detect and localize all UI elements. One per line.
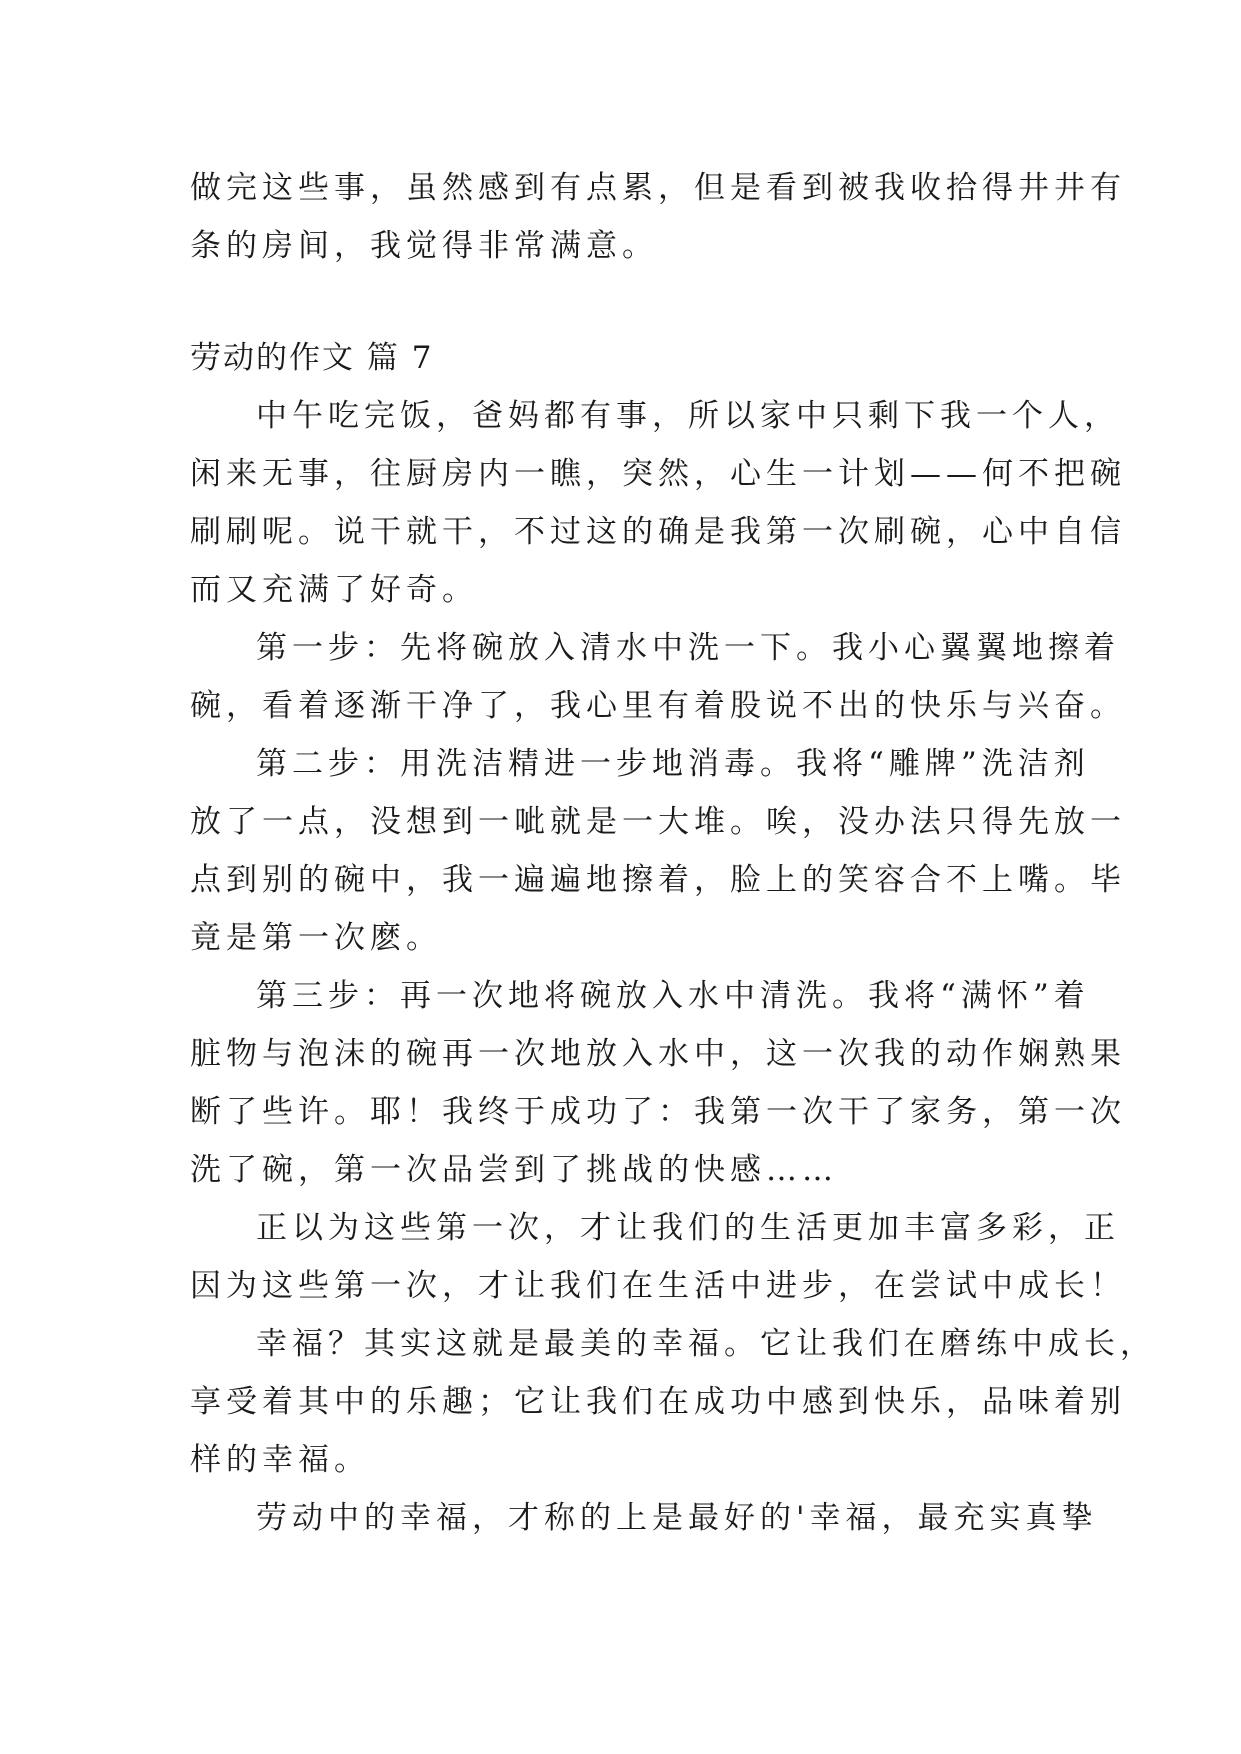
text-line: 断了些许。耶！我终于成功了：我第一次干了家务，第一次 [190,1094,1126,1130]
text-line: 中午吃完饭，爸妈都有事，所以家中只剩下我一个人， [256,398,1120,434]
text-line: 点到别的碗中，我一遍遍地擦着，脸上的笑容合不上嘴。毕 [190,862,1126,898]
text-line: 做完这些事，虽然感到有点累，但是看到被我收拾得井井有 [190,170,1126,206]
text-line: 闲来无事，往厨房内一瞧，突然，心生一计划——何不把碗 [190,456,1126,492]
text-line: 刷刷呢。说干就干，不过这的确是我第一次刷碗，心中自信 [190,514,1126,550]
text-line: 脏物与泡沫的碗再一次地放入水中，这一次我的动作娴熟果 [190,1036,1126,1072]
text-line: 第一步：先将碗放入清水中洗一下。我小心翼翼地擦着 [256,630,1120,666]
text-line: 洗了碗，第一次品尝到了挑战的快感…… [190,1152,838,1188]
text-line: 因为这些第一次，才让我们在生活中进步，在尝试中成长！ [190,1268,1126,1304]
text-line: 第二步：用洗洁精进一步地消毒。我将“雕牌”洗洁剂 [256,746,1090,782]
text-line: 享受着其中的乐趣；它让我们在成功中感到快乐，品味着别 [190,1384,1126,1420]
section-heading: 劳动的作文 篇 7 [190,340,434,376]
text-line: 劳动中的幸福，才称的上是最好的'幸福，最充实真挚 [256,1500,1098,1536]
text-line: 放了一点，没想到一呲就是一大堆。唉，没办法只得先放一 [190,804,1126,840]
text-line: 条的房间，我觉得非常满意。 [190,228,658,264]
text-line: 竟是第一次麽。 [190,920,442,956]
text-line: 样的幸福。 [190,1442,370,1478]
text-line: 正以为这些第一次，才让我们的生活更加丰富多彩，正 [256,1210,1120,1246]
text-line: 碗，看着逐渐干净了，我心里有着股说不出的快乐与兴奋。 [190,688,1126,724]
text-line: 幸福？其实这就是最美的幸福。它让我们在磨练中成长， [256,1326,1156,1362]
text-line: 而又充满了好奇。 [190,572,478,608]
text-line: 第三步：再一次地将碗放入水中清洗。我将“满怀”着 [256,978,1090,1014]
